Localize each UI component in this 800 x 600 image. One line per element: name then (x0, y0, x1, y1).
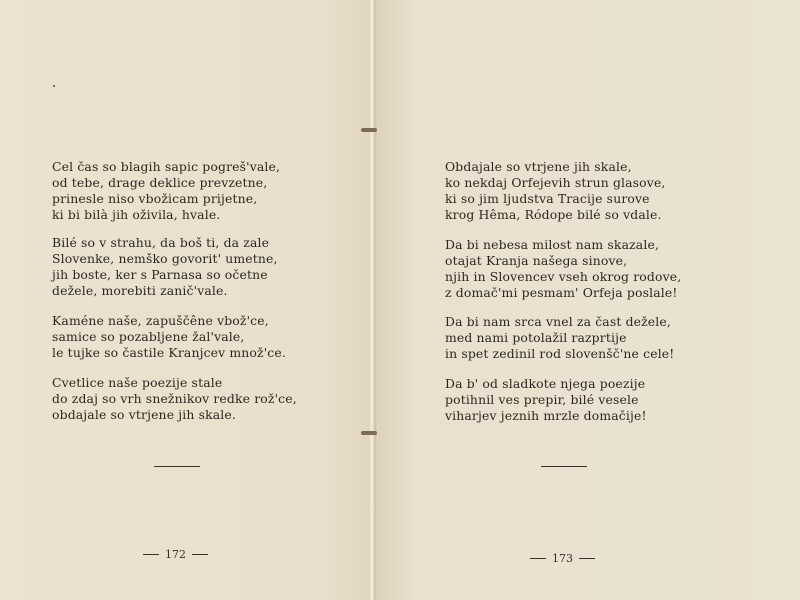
stanza-4 (52, 375, 297, 423)
verse-line: samice so pozabljene žal'vale, (52, 329, 245, 344)
binding-stitch (361, 128, 377, 132)
right-page (378, 0, 800, 600)
verse-line: jih boste, ker s Parnasa so očetne (52, 267, 268, 282)
stanza-8 (445, 376, 647, 424)
verse-line: Da bi nebesa milost nam skazale, (445, 237, 660, 252)
paper-speck (53, 85, 55, 87)
left-page (0, 0, 368, 600)
book-gutter (368, 0, 378, 600)
dash (579, 558, 595, 559)
stanza-5 (445, 159, 666, 223)
verse-line: Cel čas so blagih sapic pogreš'vale, (52, 159, 281, 174)
stanza-3 (52, 313, 286, 361)
verse-line: in spet zedinil rod slovenšč'ne cele! (445, 346, 675, 361)
verse-line: ki bi bilà jih oživila, hvale. (52, 207, 221, 222)
section-rule (154, 466, 200, 467)
section-rule (541, 466, 587, 467)
verse-line: z domač'mi pesmam' Orfeja poslale! (445, 285, 678, 300)
verse-line: ki so jim ljudstva Tracije surove (445, 191, 650, 206)
page-number-text: 173 (552, 552, 573, 565)
stanza-2 (52, 235, 278, 299)
dash (192, 554, 208, 555)
verse-line: Cvetlice naše poezije stale (52, 375, 223, 390)
verse-line: Slovenke, nemško govorit' umetne, (52, 251, 278, 266)
dash (530, 558, 546, 559)
verse-line: dežele, morebiti zanič'vale. (52, 283, 228, 298)
verse-line: njih in Slovencev vseh okrog rodove, (445, 269, 682, 284)
verse-line: le tujke so častile Kranjcev množ'ce. (52, 345, 286, 360)
page-number-left (143, 548, 208, 561)
verse-line: prinesle niso vbožicam prijetne, (52, 191, 258, 206)
page-number-right (530, 552, 595, 565)
verse-line: Bilé so v strahu, da boš ti, da zale (52, 235, 270, 250)
verse-line: viharjev jeznih mrzle domačije! (445, 408, 647, 423)
verse-line: do zdaj so vrh snežnikov redke rož'ce, (52, 391, 297, 406)
verse-line: od tebe, drage deklice prevzetne, (52, 175, 268, 190)
stanza-1 (52, 159, 280, 223)
verse-line: Obdajale so vtrjene jih skale, (445, 159, 632, 174)
page-number-text: 172 (165, 548, 186, 561)
stanza-7 (445, 314, 674, 362)
stanza-6 (445, 237, 681, 301)
verse-line: Da bi nam srca vnel za čast dežele, (445, 314, 671, 329)
verse-line: krog Hêma, Ródope bilé so vdale. (445, 207, 662, 222)
verse-line: Kaméne naše, zapuščêne vbož'ce, (52, 313, 269, 328)
verse-line: potihnil ves prepir, bilé vesele (445, 392, 639, 407)
verse-line: Da b' od sladkote njega poezije (445, 376, 646, 391)
verse-line: ko nekdaj Orfejevih strun glasove, (445, 175, 666, 190)
verse-line: med nami potolažil razprtije (445, 330, 627, 345)
dash (143, 554, 159, 555)
binding-stitch (361, 431, 377, 435)
verse-line: otajat Kranja našega sinove, (445, 253, 628, 268)
verse-line: obdajale so vtrjene jih skale. (52, 407, 236, 422)
